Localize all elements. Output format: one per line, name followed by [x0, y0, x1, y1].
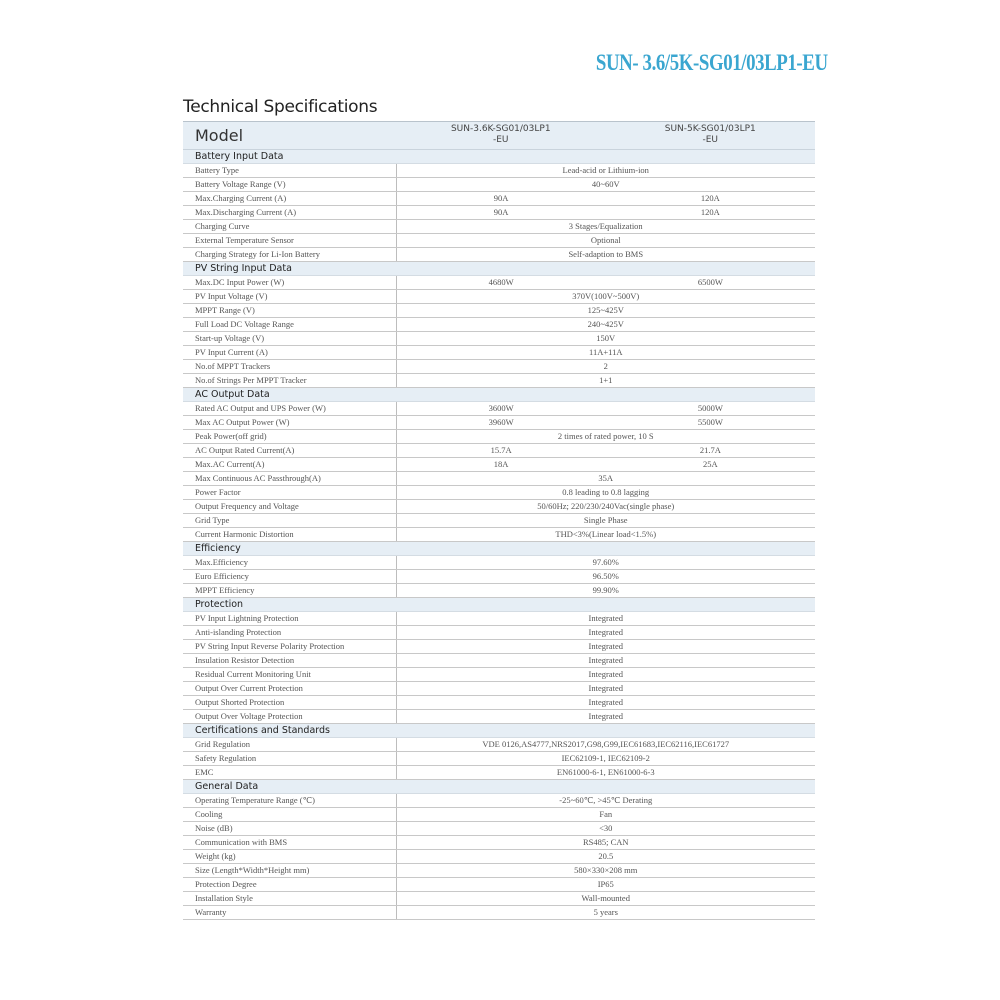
section-header: [183, 780, 815, 794]
product-title: SUN- 3.6/5K-SG01/03LP1-EU: [596, 50, 828, 75]
spec-value-cell: Integrated: [396, 640, 815, 654]
spec-label: Insulation Resistor Detection: [183, 654, 396, 668]
spec-row: [183, 738, 815, 752]
section-title: Protection: [183, 598, 815, 612]
spec-row: [183, 822, 815, 836]
spec-label: Size (Length*Width*Height mm): [183, 864, 396, 878]
spec-value-cell: 50/60Hz; 220/230/240Vac(single phase): [396, 500, 815, 514]
section-title: Certifications and Standards: [183, 724, 815, 738]
spec-value-cell: 35A: [396, 472, 815, 486]
spec-value-cell: 96.50%: [396, 570, 815, 584]
spec-label: Installation Style: [183, 892, 396, 906]
spec-label: Battery Type: [183, 164, 396, 178]
spec-label: Battery Voltage Range (V): [183, 178, 396, 192]
spec-row: [183, 206, 815, 220]
spec-label: Peak Power(off grid): [183, 430, 396, 444]
model-values: [396, 122, 815, 150]
model-variant-2-line1: SUN-5K-SG01/03LP1: [664, 124, 756, 134]
spec-value-cell: 97.60%: [396, 556, 815, 570]
spec-label: Start-up Voltage (V): [183, 332, 396, 346]
spec-table: [183, 121, 815, 920]
spec-label: Full Load DC Voltage Range: [183, 318, 396, 332]
spec-row: [183, 430, 815, 444]
spec-table-body: [183, 122, 815, 920]
spec-row: [183, 178, 815, 192]
spec-row: [183, 808, 815, 822]
section-title: General Data: [183, 780, 815, 794]
spec-label: Max AC Output Power (W): [183, 416, 396, 430]
spec-value-cell: THD<3%(Linear load<1.5%): [396, 528, 815, 542]
section-title: Battery Input Data: [183, 150, 815, 164]
spec-row: [183, 766, 815, 780]
model-variant-1-line2: -EU: [492, 135, 509, 145]
spec-row: [183, 472, 815, 486]
spec-value-model-1: 15.7A: [490, 445, 512, 455]
spec-label: Cooling: [183, 808, 396, 822]
spec-row: [183, 584, 815, 598]
spec-value-model-1: 90A: [493, 193, 509, 203]
spec-value-cell: Integrated: [396, 626, 815, 640]
spec-value-cell: 370V(100V~500V): [396, 290, 815, 304]
spec-label: Noise (dB): [183, 822, 396, 836]
spec-value-cell: Integrated: [396, 682, 815, 696]
spec-label: Protection Degree: [183, 878, 396, 892]
spec-row: [183, 360, 815, 374]
spec-value-cell: Integrated: [396, 696, 815, 710]
section-header: [183, 150, 815, 164]
spec-row: [183, 248, 815, 262]
spec-row: [183, 682, 815, 696]
spec-value-cell: 11A+11A: [396, 346, 815, 360]
spec-label: Charging Strategy for Li-Ion Battery: [183, 248, 396, 262]
spec-value-model-1: 3600W: [488, 403, 514, 413]
spec-value-cell: 40~60V: [396, 178, 815, 192]
section-title: AC Output Data: [183, 388, 815, 402]
spec-row: [183, 626, 815, 640]
section-header: [183, 262, 815, 276]
spec-value-cell: Fan: [396, 808, 815, 822]
spec-value-model-2: 5000W: [697, 403, 723, 413]
spec-label: Anti-islanding Protection: [183, 626, 396, 640]
spec-value-cell: Wall-mounted: [396, 892, 815, 906]
spec-value-cell: Integrated: [396, 654, 815, 668]
spec-value-model-1: 4680W: [488, 277, 514, 287]
spec-row: [183, 318, 815, 332]
spec-value-cell: 99.90%: [396, 584, 815, 598]
spec-value-cell: Self-adaption to BMS: [396, 248, 815, 262]
spec-label: Max.Discharging Current (A): [183, 206, 396, 220]
section-header: [183, 598, 815, 612]
spec-row: [183, 220, 815, 234]
spec-row: [183, 752, 815, 766]
spec-label: External Temperature Sensor: [183, 234, 396, 248]
spec-label: EMC: [183, 766, 396, 780]
spec-value-cell: RS485; CAN: [396, 836, 815, 850]
spec-label: No.of Strings Per MPPT Tracker: [183, 374, 396, 388]
spec-value-cell: 125~425V: [396, 304, 815, 318]
spec-row: [183, 346, 815, 360]
spec-value-cell: <30: [396, 822, 815, 836]
spec-value-cell: [396, 444, 815, 458]
spec-row: [183, 878, 815, 892]
spec-value-model-1: 3960W: [488, 417, 514, 427]
model-variant-1: [396, 124, 606, 146]
spec-row: [183, 864, 815, 878]
spec-row: [183, 892, 815, 906]
spec-row: [183, 612, 815, 626]
spec-row: [183, 332, 815, 346]
spec-row: [183, 290, 815, 304]
spec-value-cell: 0.8 leading to 0.8 lagging: [396, 486, 815, 500]
spec-label: Output Shorted Protection: [183, 696, 396, 710]
spec-value-cell: 3 Stages/Equalization: [396, 220, 815, 234]
spec-label: MPPT Range (V): [183, 304, 396, 318]
spec-value-cell: 580×330×208 mm: [396, 864, 815, 878]
spec-row: [183, 416, 815, 430]
section-header: [183, 724, 815, 738]
spec-row: [183, 710, 815, 724]
spec-label: Max.Charging Current (A): [183, 192, 396, 206]
spec-value-cell: EN61000-6-1, EN61000-6-3: [396, 766, 815, 780]
spec-value-cell: IEC62109-1, IEC62109-2: [396, 752, 815, 766]
model-row: [183, 122, 815, 150]
spec-value-cell: Lead-acid or Lithium-ion: [396, 164, 815, 178]
spec-value-cell: IP65: [396, 878, 815, 892]
spec-label: Grid Type: [183, 514, 396, 528]
spec-value-cell: [396, 192, 815, 206]
spec-label: MPPT Efficiency: [183, 584, 396, 598]
spec-row: [183, 192, 815, 206]
section-header: [183, 388, 815, 402]
spec-value-cell: 5 years: [396, 906, 815, 920]
spec-label: AC Output Rated Current(A): [183, 444, 396, 458]
spec-label: Output Frequency and Voltage: [183, 500, 396, 514]
spec-value-cell: 2: [396, 360, 815, 374]
spec-value-cell: Integrated: [396, 710, 815, 724]
spec-row: [183, 850, 815, 864]
spec-value-cell: Single Phase: [396, 514, 815, 528]
model-variant-1-line1: SUN-3.6K-SG01/03LP1: [450, 124, 551, 134]
spec-value-cell: -25~60℃, >45℃ Derating: [396, 794, 815, 808]
spec-row: [183, 794, 815, 808]
spec-value-model-2: 21.7A: [699, 445, 721, 455]
spec-row: [183, 164, 815, 178]
spec-value-model-2: 25A: [703, 459, 718, 469]
spec-label: Max.Efficiency: [183, 556, 396, 570]
spec-row: [183, 234, 815, 248]
spec-label: PV String Input Reverse Polarity Protection: [183, 640, 396, 654]
spec-label: Warranty: [183, 906, 396, 920]
spec-value-cell: [396, 402, 815, 416]
spec-row: [183, 570, 815, 584]
spec-value-cell: [396, 458, 815, 472]
spec-row: [183, 374, 815, 388]
section-header: [183, 542, 815, 556]
spec-label: Output Over Current Protection: [183, 682, 396, 696]
page-title: Technical Specifications: [183, 97, 378, 117]
section-title: PV String Input Data: [183, 262, 815, 276]
spec-label: Max.AC Current(A): [183, 458, 396, 472]
spec-row: [183, 528, 815, 542]
spec-label: Max Continuous AC Passthrough(A): [183, 472, 396, 486]
spec-value-cell: [396, 206, 815, 220]
spec-label: Charging Curve: [183, 220, 396, 234]
spec-row: [183, 668, 815, 682]
spec-label: Safety Regulation: [183, 752, 396, 766]
spec-row: [183, 556, 815, 570]
spec-label: Residual Current Monitoring Unit: [183, 668, 396, 682]
spec-value-cell: [396, 276, 815, 290]
model-variant-2-line2: -EU: [702, 135, 719, 145]
spec-value-cell: [396, 416, 815, 430]
spec-row: [183, 444, 815, 458]
spec-row: [183, 836, 815, 850]
spec-row: [183, 304, 815, 318]
model-variant-2: [606, 124, 816, 146]
spec-row: [183, 640, 815, 654]
spec-row: [183, 500, 815, 514]
spec-row: [183, 402, 815, 416]
spec-value-model-2: 120A: [700, 193, 720, 203]
spec-label: No.of MPPT Trackers: [183, 360, 396, 374]
spec-row: [183, 514, 815, 528]
spec-label: Operating Temperature Range (℃): [183, 794, 396, 808]
spec-row: [183, 458, 815, 472]
spec-row: [183, 906, 815, 920]
spec-label: PV Input Current (A): [183, 346, 396, 360]
spec-value-model-1: 18A: [493, 459, 509, 469]
spec-label: Grid Regulation: [183, 738, 396, 752]
spec-value-cell: Integrated: [396, 668, 815, 682]
spec-value-cell: Integrated: [396, 612, 815, 626]
spec-value-cell: VDE 0126,AS4777,NRS2017,G98,G99,IEC61683,IEC62116,IEC61727: [396, 738, 815, 752]
spec-value-cell: 2 times of rated power, 10 S: [396, 430, 815, 444]
spec-label: Output Over Voltage Protection: [183, 710, 396, 724]
spec-value-cell: Optional: [396, 234, 815, 248]
spec-label: Rated AC Output and UPS Power (W): [183, 402, 396, 416]
spec-value-cell: 1+1: [396, 374, 815, 388]
spec-row: [183, 486, 815, 500]
spec-label: Euro Efficiency: [183, 570, 396, 584]
spec-row: [183, 654, 815, 668]
model-label: Model: [183, 122, 396, 150]
spec-value-cell: 240~425V: [396, 318, 815, 332]
spec-label: Weight (kg): [183, 850, 396, 864]
section-title: Efficiency: [183, 542, 815, 556]
spec-label: Power Factor: [183, 486, 396, 500]
spec-value-cell: 20.5: [396, 850, 815, 864]
spec-value-model-1: 90A: [493, 207, 509, 217]
spec-label: Communication with BMS: [183, 836, 396, 850]
spec-row: [183, 276, 815, 290]
spec-label: PV Input Lightning Protection: [183, 612, 396, 626]
spec-label: Max.DC Input Power (W): [183, 276, 396, 290]
spec-value-model-2: 5500W: [697, 417, 723, 427]
spec-value-model-2: 120A: [700, 207, 720, 217]
spec-value-cell: 150V: [396, 332, 815, 346]
spec-label: Current Harmonic Distortion: [183, 528, 396, 542]
spec-label: PV Input Voltage (V): [183, 290, 396, 304]
spec-value-model-2: 6500W: [697, 277, 723, 287]
spec-row: [183, 696, 815, 710]
